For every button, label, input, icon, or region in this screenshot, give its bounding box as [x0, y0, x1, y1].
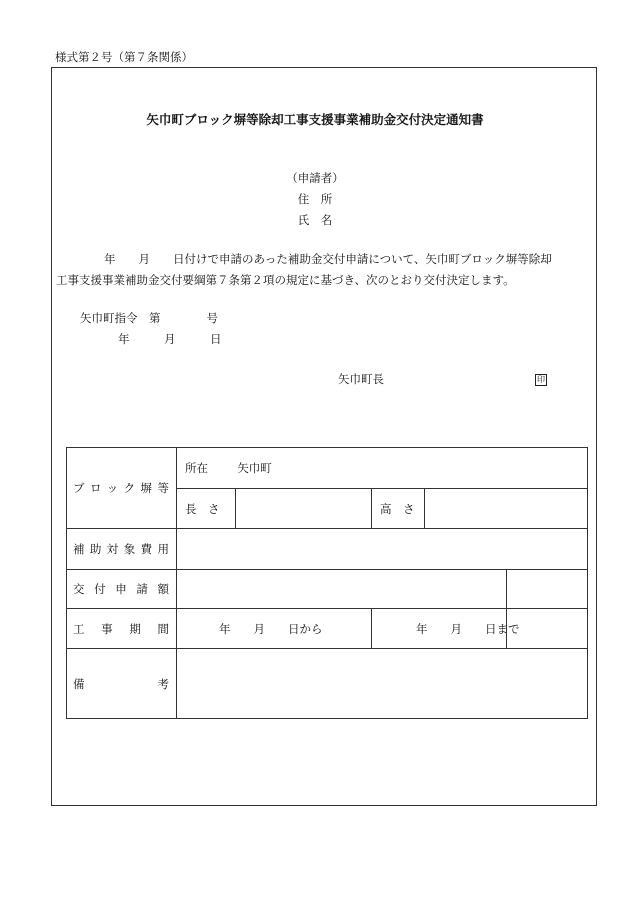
- length-label-cell: [177, 489, 236, 529]
- height-label-cell: [372, 489, 425, 529]
- mayor-label: 矢巾町長: [338, 372, 384, 386]
- applicant-heading: （申請者）: [286, 171, 344, 185]
- grant-amount-label-cell: [67, 570, 177, 609]
- grant-amount-extra-cell: [507, 570, 588, 609]
- remarks-label: 備考: [73, 676, 169, 691]
- period-to-cell[interactable]: [372, 609, 520, 649]
- notice-body: [56, 249, 596, 291]
- block-wall-label: ブロック塀等: [73, 481, 169, 495]
- table-row: [67, 609, 588, 649]
- period-to: 年 月 日まで: [416, 621, 520, 636]
- notice-body-line-2: 工事支援事業補助金交付要綱第７条第２項の規定に基づき、次のとおり交付決定します。: [56, 273, 515, 287]
- table-row: [67, 570, 588, 609]
- length-label: 長 さ: [185, 501, 220, 516]
- table-row: [67, 649, 588, 719]
- work-period-label: 工事期間: [73, 621, 169, 636]
- table-row: [67, 448, 588, 489]
- subsidy-details-table: [66, 447, 588, 719]
- height-label: 高 さ: [380, 501, 415, 516]
- notice-body-line-1: 年 月 日付けで申請のあった補助金交付申請について、矢巾町ブロック塀等除却: [104, 252, 552, 266]
- document-title: 矢巾町ブロック塀等除却工事支援事業補助金交付決定通知書: [146, 112, 484, 127]
- remarks-label-cell: [67, 649, 177, 719]
- seal-mark: 印: [537, 375, 545, 384]
- height-value-cell[interactable]: [425, 489, 588, 529]
- location-value: 矢巾町: [237, 461, 272, 475]
- subsidy-cost-label: 補助対象費用: [73, 542, 169, 556]
- location-label: 所在: [185, 461, 208, 475]
- grant-amount-label: 交付申請額: [73, 582, 169, 596]
- subsidy-cost-label-cell: [67, 529, 177, 570]
- subsidy-cost-value-cell[interactable]: [177, 529, 588, 570]
- table-row: [67, 529, 588, 570]
- length-value-cell[interactable]: [236, 489, 372, 529]
- location-cell: [177, 448, 588, 489]
- block-wall-label-cell: [67, 448, 177, 529]
- applicant-address-label: 住 所: [297, 192, 333, 206]
- order-date-line: 年 月 日: [118, 332, 222, 346]
- remarks-value-cell[interactable]: [177, 649, 588, 719]
- form-number: 様式第２号（第７条関係）: [55, 50, 193, 64]
- period-from: 年 月 日から: [219, 621, 323, 636]
- work-period-label-cell: [67, 609, 177, 649]
- grant-amount-value-cell[interactable]: [177, 570, 507, 609]
- period-from-cell[interactable]: [177, 609, 372, 649]
- order-number-line: 矢巾町指令 第 号: [80, 311, 218, 325]
- applicant-name-label: 氏 名: [297, 213, 333, 227]
